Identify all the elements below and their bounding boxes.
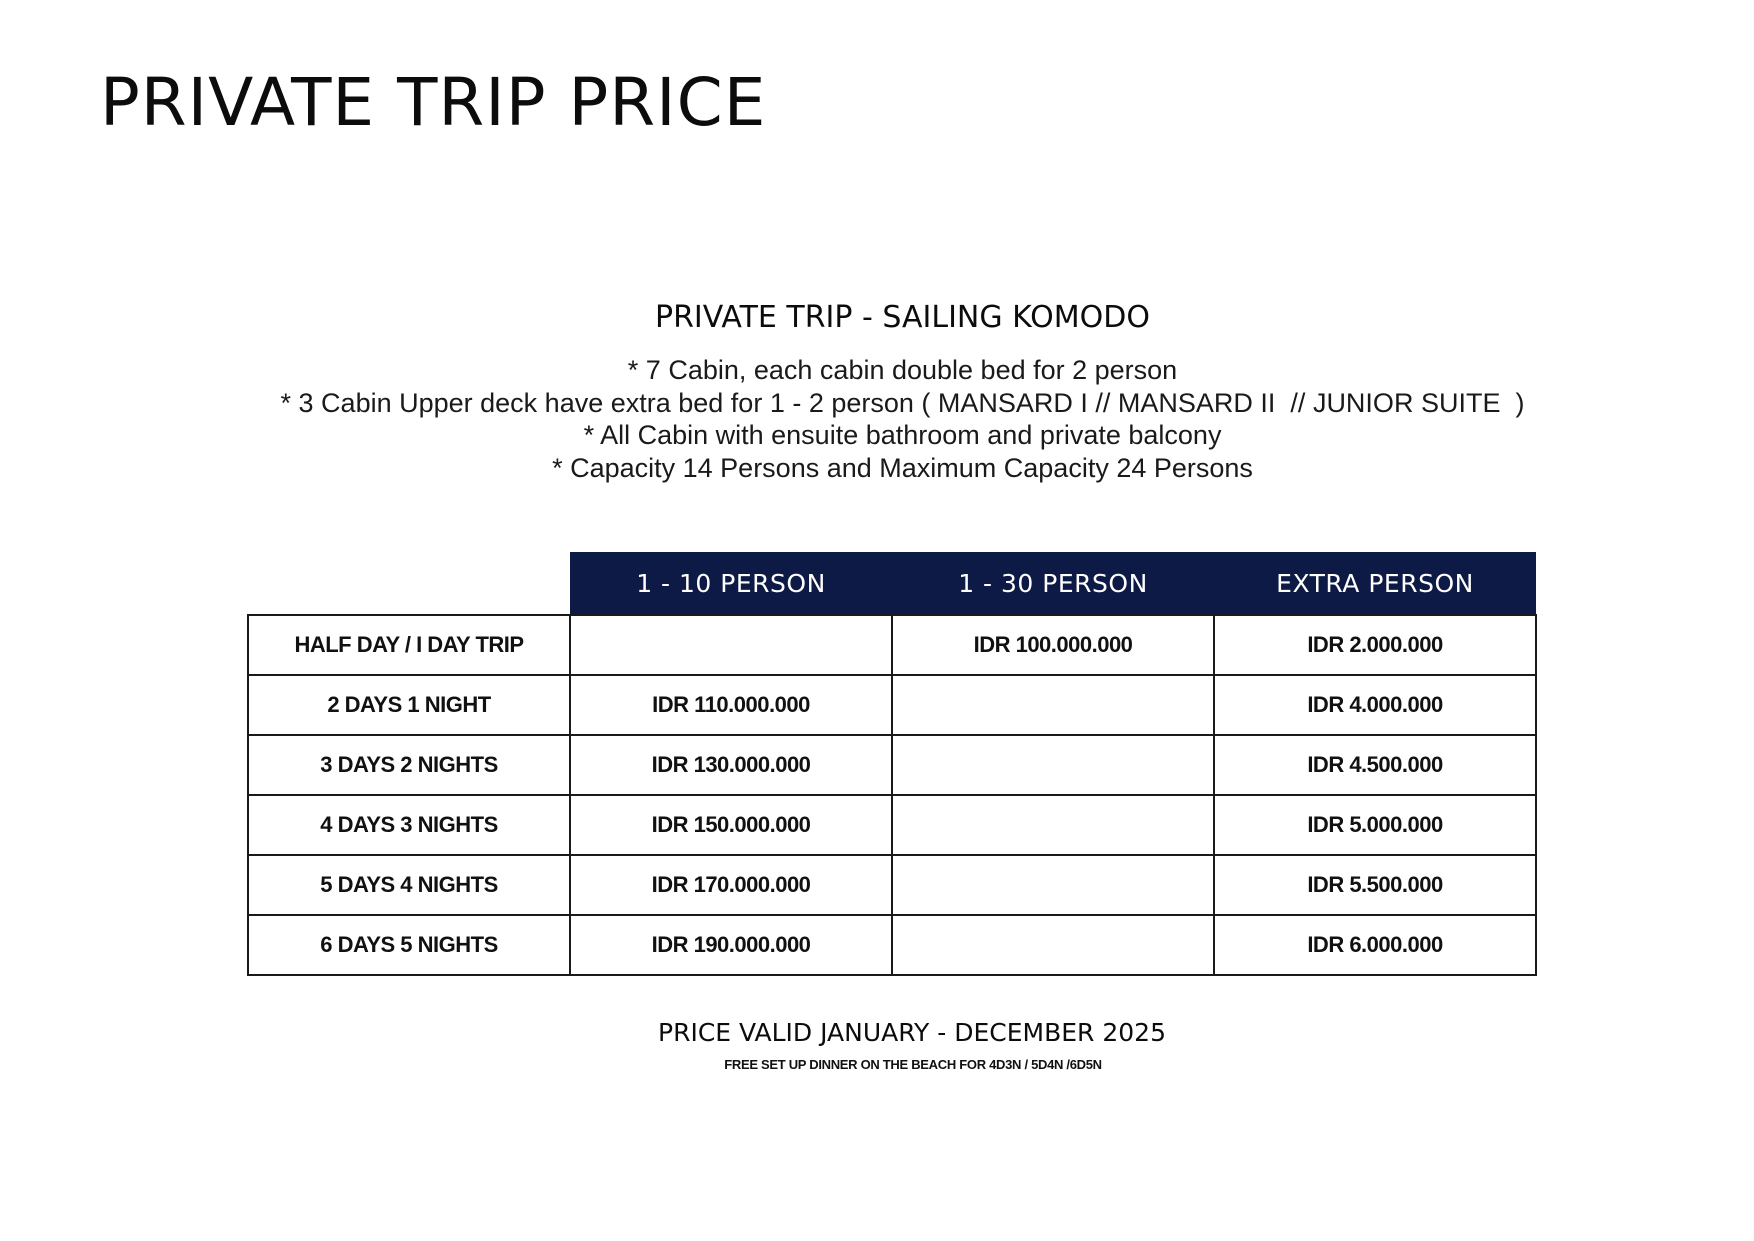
page-title: PRIVATE TRIP PRICE bbox=[100, 64, 767, 141]
trip-duration-cell: 2 DAYS 1 NIGHT bbox=[248, 675, 570, 735]
price-1-10-cell: IDR 170.000.000 bbox=[570, 855, 892, 915]
price-1-30-cell: IDR 100.000.000 bbox=[892, 615, 1214, 675]
price-1-30-cell bbox=[892, 915, 1214, 975]
price-extra-cell: IDR 6.000.000 bbox=[1214, 915, 1536, 975]
price-1-10-cell bbox=[570, 615, 892, 675]
table-row bbox=[248, 675, 1536, 735]
table-row bbox=[248, 735, 1536, 795]
price-extra-cell: IDR 4.000.000 bbox=[1214, 675, 1536, 735]
trip-duration-cell: 4 DAYS 3 NIGHTS bbox=[248, 795, 570, 855]
header-1-10-person: 1 - 10 PERSON bbox=[570, 552, 892, 615]
table-row bbox=[248, 795, 1536, 855]
cabin-notes bbox=[0, 354, 1754, 484]
note-line: * 7 Cabin, each cabin double bed for 2 person bbox=[627, 355, 1178, 385]
price-extra-cell: IDR 4.500.000 bbox=[1214, 735, 1536, 795]
note-line: * All Cabin with ensuite bathroom and private balcony bbox=[583, 420, 1222, 450]
price-1-10-cell: IDR 150.000.000 bbox=[570, 795, 892, 855]
note-line: * 3 Cabin Upper deck have extra bed for 1 - 2 person ( MANSARD I // MANSARD II // JUNIOR SUITE ) bbox=[280, 387, 1525, 418]
price-1-30-cell bbox=[892, 735, 1214, 795]
price-1-30-cell bbox=[892, 675, 1214, 735]
price-1-30-cell bbox=[892, 855, 1214, 915]
section-title: PRIVATE TRIP - SAILING KOMODO bbox=[654, 300, 1150, 335]
price-extra-cell: IDR 5.000.000 bbox=[1214, 795, 1536, 855]
trip-duration-cell: HALF DAY / I DAY TRIP bbox=[248, 615, 570, 675]
price-extra-cell: IDR 5.500.000 bbox=[1214, 855, 1536, 915]
price-1-10-cell: IDR 110.000.000 bbox=[570, 675, 892, 735]
header-1-30-person: 1 - 30 PERSON bbox=[892, 552, 1214, 615]
trip-duration-cell: 6 DAYS 5 NIGHTS bbox=[248, 915, 570, 975]
price-1-30-cell bbox=[892, 795, 1214, 855]
trip-duration-cell: 5 DAYS 4 NIGHTS bbox=[248, 855, 570, 915]
trip-duration-cell: 3 DAYS 2 NIGHTS bbox=[248, 735, 570, 795]
table-row bbox=[248, 855, 1536, 915]
note-line: * Capacity 14 Persons and Maximum Capacity 24 Persons bbox=[552, 452, 1253, 483]
price-extra-cell: IDR 2.000.000 bbox=[1214, 615, 1536, 675]
table-row bbox=[248, 615, 1536, 675]
table-header-row bbox=[248, 552, 1536, 615]
dinner-note: FREE SET UP DINNER ON THE BEACH FOR 4D3N / 5D4N /6D5N bbox=[724, 1057, 1102, 1072]
price-validity: PRICE VALID JANUARY - DECEMBER 2025 bbox=[658, 1018, 1166, 1047]
price-table bbox=[247, 552, 1537, 976]
price-1-10-cell: IDR 130.000.000 bbox=[570, 735, 892, 795]
header-extra-person: EXTRA PERSON bbox=[1214, 552, 1536, 615]
header-blank-cell bbox=[248, 552, 570, 615]
table-row bbox=[248, 915, 1536, 975]
price-1-10-cell: IDR 190.000.000 bbox=[570, 915, 892, 975]
